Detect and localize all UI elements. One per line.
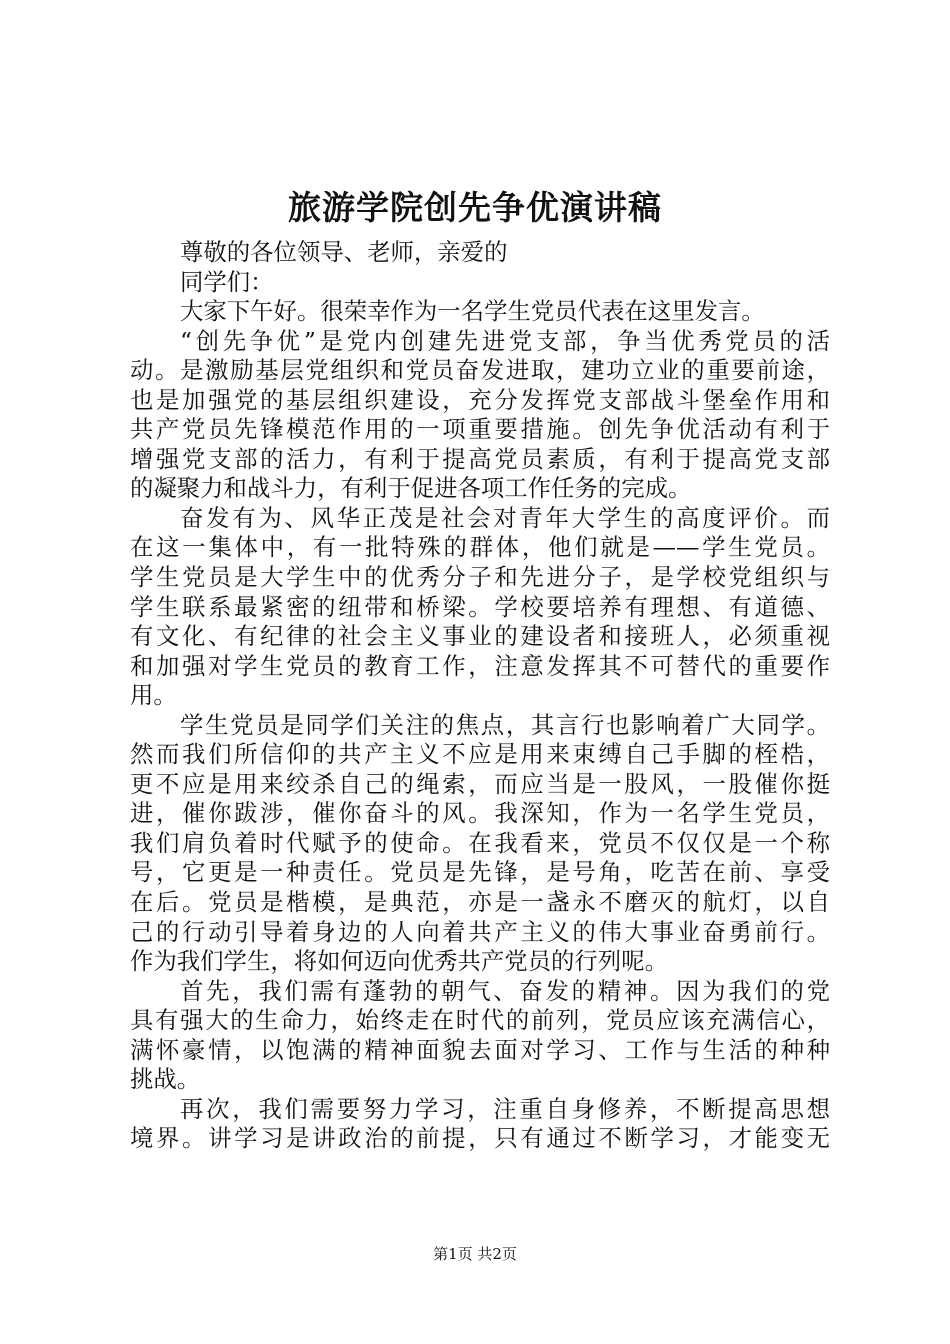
document-title: 旅游学院创先争优演讲稿 (288, 188, 662, 227)
document-body (130, 238, 830, 1154)
text-line: 境界。讲学习是讲政治的前提，只有通过不断学习，才能变无 (130, 1124, 830, 1153)
text-line: 奋发有为、风华正茂是社会对青年大学生的高度评价。而 (180, 503, 830, 532)
text-line: 学生联系最紧密的纽带和桥梁。学校要培养有理想、有道德、 (130, 592, 830, 621)
text-line: “创先争优”是党内创建先进党支部，争当优秀党员的活 (180, 326, 830, 355)
text-line: 己的行动引导着身边的人向着共产主义的伟大事业奋勇前行。 (130, 917, 830, 946)
text-line: 在这一集体中，有一批特殊的群体，他们就是——学生党员。 (130, 533, 830, 562)
text-line: 同学们： (180, 267, 274, 296)
text-line: 学生党员是大学生中的优秀分子和先进分子，是学校党组织与 (130, 563, 830, 592)
text-line: 共产党员先锋模范作用的一项重要措施。创先争优活动有利于 (130, 415, 830, 444)
text-line: 号，它更是一种责任。党员是先锋，是号角，吃苦在前、享受 (130, 858, 830, 887)
text-line: 用。 (130, 681, 177, 710)
text-line: 也是加强党的基层组织建设，充分发挥党支部战斗堡垒作用和 (130, 385, 830, 414)
text-line: 有文化、有纪律的社会主义事业的建设者和接班人，必须重视 (130, 622, 830, 651)
text-line: 增强党支部的活力，有利于提高党员素质，有利于提高党支部 (130, 444, 830, 473)
page-footer: 第1页 共2页 (433, 1245, 517, 1263)
text-line: 首先，我们需有蓬勃的朝气、奋发的精神。因为我们的党 (180, 976, 830, 1005)
text-line: 再次，我们需要努力学习，注重自身修养，不断提高思想 (180, 1094, 830, 1123)
text-line: 尊敬的各位领导、老师，亲爱的 (180, 238, 508, 266)
text-line: 满怀豪情，以饱满的精神面貌去面对学习、工作与生活的种种 (130, 1035, 830, 1064)
text-line: 进，催你跋涉，催你奋斗的风。我深知，作为一名学生党员， (130, 799, 830, 828)
text-line: 大家下午好。很荣幸作为一名学生党员代表在这里发言。 (180, 297, 765, 326)
text-line: 在后。党员是楷模，是典范，亦是一盏永不磨灭的航灯，以自 (130, 888, 830, 917)
text-line: 然而我们所信仰的共产主义不应是用来束缚自己手脚的桎梏， (130, 740, 830, 769)
text-line: 动。是激励基层党组织和党员奋发进取，建功立业的重要前途， (130, 356, 830, 385)
text-line: 挑战。 (130, 1065, 201, 1094)
text-line: 我们肩负着时代赋予的使命。在我看来，党员不仅仅是一个称 (130, 828, 830, 857)
text-line: 的凝聚力和战斗力，有利于促进各项工作任务的完成。 (130, 474, 692, 503)
text-line: 作为我们学生，将如何迈向优秀共产党员的行列呢。 (130, 947, 668, 976)
text-line: 学生党员是同学们关注的焦点，其言行也影响着广大同学。 (180, 710, 830, 739)
text-line: 更不应是用来绞杀自己的绳索，而应当是一股风，一股催你挺 (130, 769, 830, 798)
text-line: 和加强对学生党员的教育工作，注意发挥其不可替代的重要作 (130, 651, 830, 680)
text-line: 具有强大的生命力，始终走在时代的前列，党员应该充满信心， (130, 1006, 830, 1035)
